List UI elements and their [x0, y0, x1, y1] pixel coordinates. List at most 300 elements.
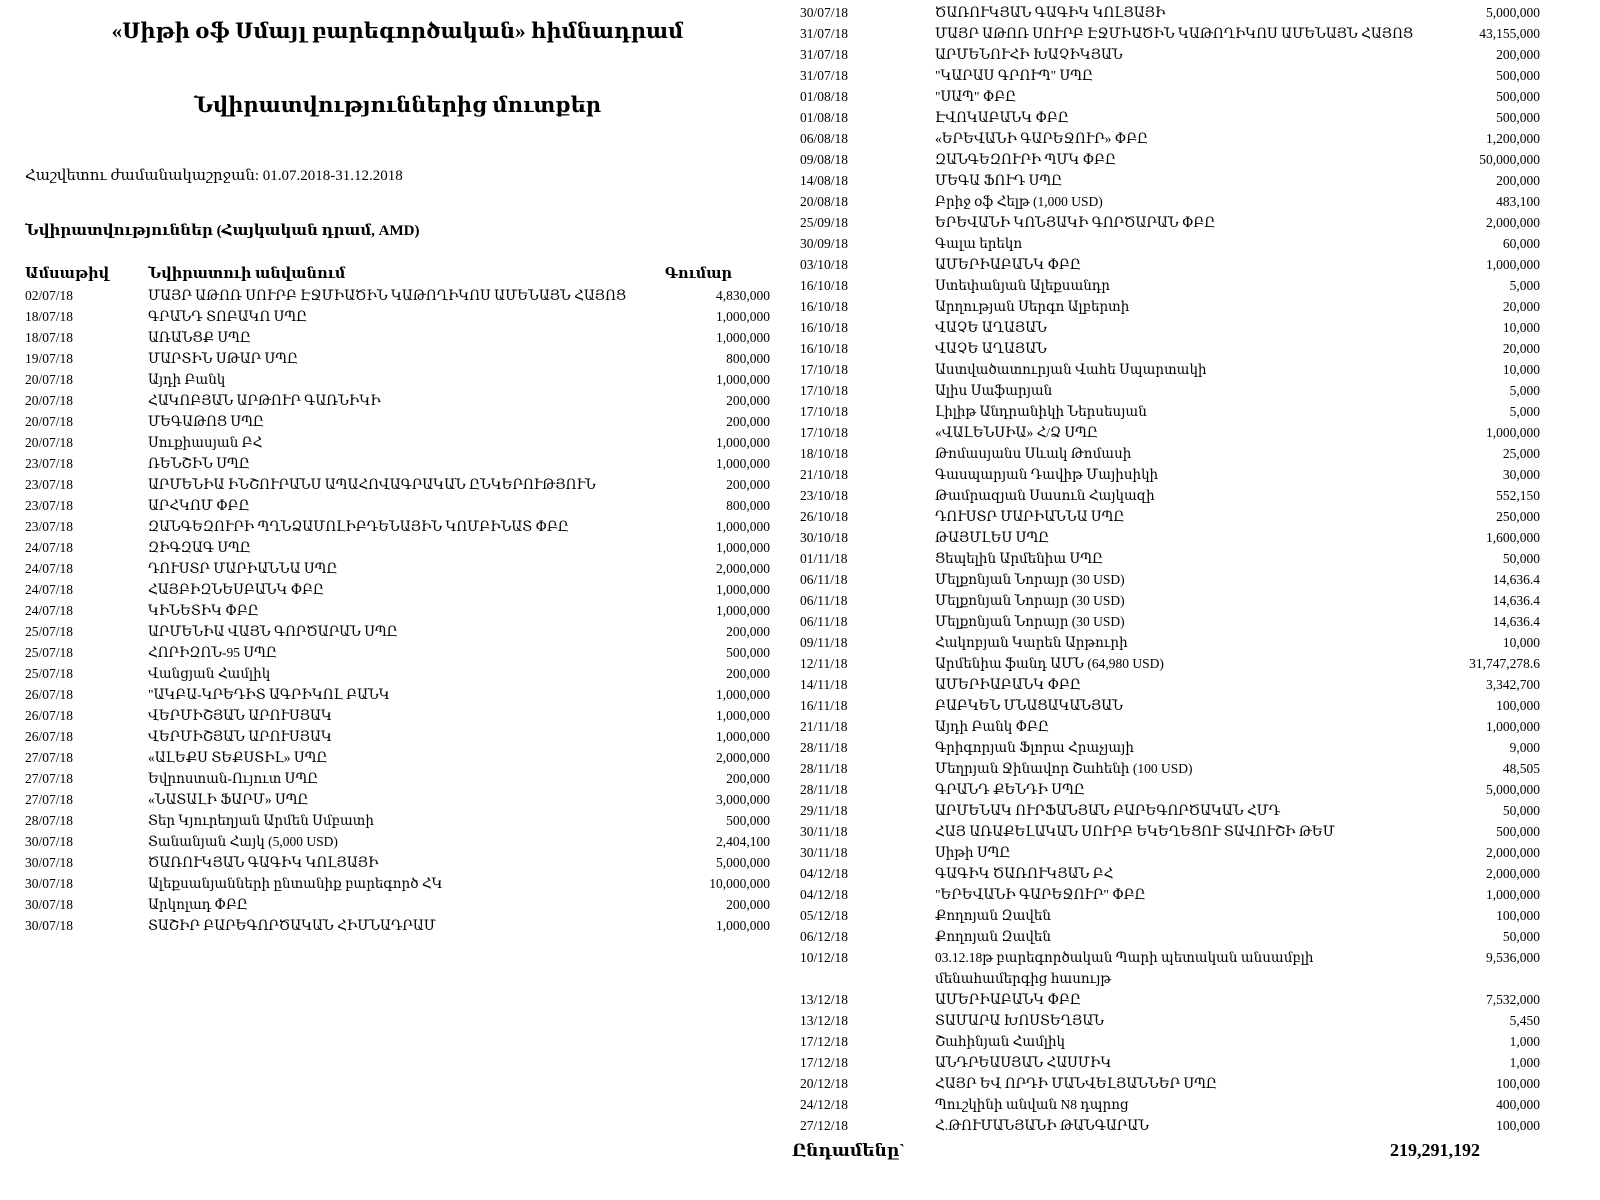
donor-name: Սուքիասյան ԲՀ: [148, 435, 263, 450]
table-row: [25, 684, 770, 705]
table-row: [25, 453, 770, 474]
donor-name: ՀՈՐԻԶՈՆ-95 ՍՊԸ: [148, 645, 277, 660]
donation-date: 30/07/18: [25, 918, 74, 933]
donation-amount: 5,450: [1509, 1013, 1540, 1028]
donation-amount: 5,000,000: [1486, 782, 1540, 797]
donation-date: 25/07/18: [25, 624, 74, 639]
table-row: [25, 642, 770, 663]
table-row: [800, 842, 1540, 863]
donation-amount: 3,342,700: [1486, 677, 1540, 692]
table-row: [25, 369, 770, 390]
donation-date: 17/12/18: [800, 1034, 849, 1049]
donation-amount: 10,000: [1502, 320, 1540, 335]
donation-amount: 1,000,000: [716, 456, 770, 471]
donation-amount: 800,000: [726, 351, 770, 366]
table-row: [800, 65, 1540, 86]
table-row: [800, 485, 1540, 506]
donation-amount: 5,000,000: [716, 855, 770, 870]
donor-name: ԾԱՌՈՒԿՅԱՆ ԳԱԳԻԿ ԿՈԼՅԱՅԻ: [148, 855, 379, 870]
donor-name: Ցեպելին Արմենիա ՍՊԸ: [935, 551, 1104, 566]
donation-date: 24/07/18: [25, 603, 74, 618]
donation-amount: 2,000,000: [716, 750, 770, 765]
donation-amount: 1,000,000: [716, 918, 770, 933]
donation-date: 30/09/18: [800, 236, 849, 251]
donation-amount: 2,000,000: [1486, 866, 1540, 881]
donation-date: 30/10/18: [800, 530, 849, 545]
donation-date: 09/08/18: [800, 152, 849, 167]
donor-name: ՀԱՅՐ ԵՎ ՈՐԴԻ ՄԱՆՎԵԼՅԱՆՆԵՐ ՍՊԸ: [935, 1076, 1217, 1091]
donor-name: "ԱԿԲԱ-ԿՐԵԴԻՏ ԱԳՐԻԿՈԼ ԲԱՆԿ: [148, 687, 390, 702]
donation-amount: 1,000,000: [1486, 425, 1540, 440]
donation-amount: 200,000: [726, 897, 770, 912]
donor-name: "ԿԱՐԱՍ ԳՐՈՒՊ" ՍՊԸ: [935, 68, 1094, 83]
donor-name: ՀԱՅ ԱՌԱՔԵԼԱԿԱՆ ՍՈՒՐԲ ԵԿԵՂԵՑՈՒ ՏԱՎՈՒՇԻ ԹԵՄ: [935, 824, 1335, 839]
donation-date: 23/07/18: [25, 477, 74, 492]
donation-date: 20/08/18: [800, 194, 849, 209]
table-row: [25, 663, 770, 684]
table-row: [800, 422, 1540, 443]
table-row: [800, 863, 1540, 884]
donation-date: 21/10/18: [800, 467, 849, 482]
donation-amount: 14,636.4: [1492, 593, 1540, 608]
table-row: [25, 390, 770, 411]
donor-name: ԱՄԵՐԻԱԲԱՆԿ ՓԲԸ: [935, 677, 1081, 692]
table-row: [800, 170, 1540, 191]
donation-date: 20/07/18: [25, 393, 74, 408]
donor-name: ԶԱՆԳԵԶՈՒՐԻ ՊՄԿ ՓԲԸ: [935, 152, 1117, 167]
donor-name: ՄԱՅՐ ԱԹՈՌ ՍՈՒՐԲ ԷՋՄԻԱԾԻՆ ԿԱԹՈՂԻԿՈՍ ԱՄԵՆԱՅՆ ՀԱՅՈՑ: [935, 26, 1413, 41]
table-row: [800, 548, 1540, 569]
donation-amount: 50,000,000: [1479, 152, 1540, 167]
donor-name: Հակոբյան Կարեն Արթուրի: [935, 635, 1128, 650]
report-right-column: [792, 0, 1540, 1161]
donation-amount: 1,600,000: [1486, 530, 1540, 545]
donation-date: 20/07/18: [25, 414, 74, 429]
table-row: [800, 632, 1540, 653]
donation-amount: 31,747,278.6: [1469, 656, 1540, 671]
table-body-right: [800, 2, 1540, 1136]
donation-date: 30/07/18: [800, 5, 849, 20]
donation-date: 02/07/18: [25, 288, 74, 303]
donation-amount: 100,000: [1496, 1076, 1540, 1091]
table-row: [800, 296, 1540, 317]
donation-date: 14/08/18: [800, 173, 849, 188]
table-row: [800, 191, 1540, 212]
donor-name: Արմենիա ֆանդ ԱՄՆ (64,980 USD): [935, 656, 1164, 671]
donor-name: ՄԱՅՐ ԱԹՈՌ ՍՈՒՐԲ ԷՋՄԻԱԾԻՆ ԿԱԹՈՂԻԿՈՍ ԱՄԵՆԱՅՆ ՀԱՅՈՑ: [148, 288, 626, 303]
donation-amount: 1,000,000: [1486, 257, 1540, 272]
donation-date: 09/11/18: [800, 635, 848, 650]
table-row: [25, 726, 770, 747]
donation-amount: 43,155,000: [1479, 26, 1540, 41]
table-row: [800, 737, 1540, 758]
donation-amount: 5,000: [1509, 404, 1540, 419]
section-heading: Նվիրատվություններ (Հայկական դրամ, AMD): [25, 223, 420, 239]
column-header-amount: Գումար: [664, 266, 732, 282]
donation-amount: 20,000: [1502, 341, 1540, 356]
donation-amount: 5,000: [1509, 278, 1540, 293]
table-row: [800, 1031, 1540, 1052]
table-row: [25, 789, 770, 810]
donor-name: ԾԱՌՈՒԿՅԱՆ ԳԱԳԻԿ ԿՈԼՅԱՅԻ: [935, 5, 1166, 20]
table-row: [25, 348, 770, 369]
donation-amount: 7,532,000: [1486, 992, 1540, 1007]
donor-name: Գասպարյան Դավիթ Մայիսիկի: [935, 467, 1159, 482]
donation-amount: 14,636.4: [1492, 614, 1540, 629]
donation-date: 19/07/18: [25, 351, 74, 366]
donation-amount: 250,000: [1496, 509, 1540, 524]
donation-amount: 552,150: [1496, 488, 1540, 503]
table-row: [25, 579, 770, 600]
donor-name: Մելքոնյան Նորայր (30 USD): [935, 572, 1125, 587]
donation-amount: 500,000: [1496, 824, 1540, 839]
donation-date: 12/11/18: [800, 656, 848, 671]
donor-name: ԶԻԳԶԱԳ ՍՊԸ: [148, 540, 251, 555]
table-row: [800, 149, 1540, 170]
table-row: [800, 2, 1540, 23]
donation-amount: 14,636.4: [1492, 572, 1540, 587]
donation-amount: 800,000: [726, 498, 770, 513]
donation-amount: 200,000: [726, 477, 770, 492]
donation-date: 23/07/18: [25, 519, 74, 534]
donor-name: "ԵՐԵՎԱՆԻ ԳԱՐԵՋՈՒՐ" ՓԲԸ: [935, 887, 1146, 902]
donor-name: ԱՐՄԵՆԻԱ ՎԱՅՆ ԳՈՐԾԱՐԱՆ ՍՊԸ: [148, 624, 398, 639]
donation-amount: 25,000: [1502, 446, 1540, 461]
donation-amount: 9,536,000: [1486, 950, 1540, 965]
page-title: «Սիթի օֆ Սմայլ բարեգործական» հիմնադրամ: [111, 19, 684, 43]
donation-date: 28/11/18: [800, 761, 848, 776]
donation-date: 01/08/18: [800, 110, 849, 125]
table-row: [800, 317, 1540, 338]
table-row: [800, 821, 1540, 842]
donation-date: 21/11/18: [800, 719, 848, 734]
donor-name: ՏԱՇԻՐ ԲԱՐԵԳՈՐԾԱԿԱՆ ՀԻՄՆԱԴՐԱՄ: [148, 918, 436, 933]
donation-amount: 2,000,000: [716, 561, 770, 576]
table-row: [800, 254, 1540, 275]
donor-name: ՄԱՐՏԻՆ ՍԹԱՐ ՍՊԸ: [148, 351, 299, 366]
donation-amount: 50,000: [1502, 803, 1540, 818]
donation-date: 28/11/18: [800, 782, 848, 797]
donation-date: 27/07/18: [25, 750, 74, 765]
donor-name: Ալիս Սաֆարյան: [935, 383, 1053, 398]
donation-date: 16/10/18: [800, 320, 849, 335]
table-row: [25, 474, 770, 495]
donation-amount: 1,000,000: [716, 540, 770, 555]
table-row: [800, 989, 1540, 1010]
table-row: [25, 831, 770, 852]
donor-name: ԳՐԱՆԴ ՏՈԲԱԿՈ ՍՊԸ: [148, 309, 308, 324]
donor-name: «ԱԼԵՔՍ ՏԵՔՍՏԻԼ» ՍՊԸ: [148, 750, 328, 765]
table-row: [25, 705, 770, 726]
table-row: [25, 747, 770, 768]
donor-name: Արկոլադ ՓԲԸ: [148, 897, 248, 912]
donor-name: «ՆԱՏԱԼԻ ՖԱՐՄ» ՍՊԸ: [148, 792, 309, 807]
donation-date: 18/10/18: [800, 446, 849, 461]
donation-amount: 200,000: [726, 414, 770, 429]
table-row: [25, 411, 770, 432]
donation-amount: 48,505: [1502, 761, 1540, 776]
donation-date: 17/10/18: [800, 362, 849, 377]
donation-date: 26/10/18: [800, 509, 849, 524]
donor-name: Թամրազյան Սասուն Հայկազի: [935, 488, 1155, 503]
table-row: [800, 569, 1540, 590]
table-row: [800, 128, 1540, 149]
report-period: Հաշվետու ժամանակաշրջան: 01.07.2018-31.12.2018: [25, 168, 403, 184]
donation-date: 13/12/18: [800, 992, 849, 1007]
donation-date: 24/07/18: [25, 540, 74, 555]
donation-amount: 500,000: [726, 645, 770, 660]
table-row: [800, 884, 1540, 905]
donor-name: ՄԵԳԱԹՈՑ ՍՊԸ: [148, 414, 264, 429]
donor-name: Թոմասյանս Սևակ Թոմասի: [935, 446, 1132, 461]
donor-name: Քողոյան Զավեն: [935, 908, 1051, 923]
donor-name: "ՍԱՊ" ՓԲԸ: [935, 89, 1017, 104]
donation-date: 01/08/18: [800, 89, 849, 104]
donor-name: ԿԻՆԵՏԻԿ ՓԲԸ: [148, 603, 259, 618]
donation-date: 30/07/18: [25, 855, 74, 870]
donation-date: 24/07/18: [25, 561, 74, 576]
donation-amount: 200,000: [1496, 47, 1540, 62]
donation-date: 30/07/18: [25, 834, 74, 849]
table-row: [800, 233, 1540, 254]
donation-date: 30/11/18: [800, 845, 848, 860]
column-header-donor-name: Նվիրատուի անվանում: [148, 266, 346, 282]
table-row: [800, 947, 1540, 989]
donor-name: Աստվածատուրյան Վահե Սպարտակի: [935, 362, 1207, 377]
donor-name: Քողոյան Զավեն: [935, 929, 1051, 944]
donation-date: 16/10/18: [800, 341, 849, 356]
donation-amount: 1,000,000: [716, 582, 770, 597]
donor-name: Եվրոստան-Ույուտ ՍՊԸ: [148, 771, 319, 786]
donor-name: Գալա երեկո: [935, 236, 1023, 251]
donor-name: «ԵՐԵՎԱՆԻ ԳԱՐԵՋՈՒՐ» ՓԲԸ: [935, 131, 1149, 146]
donor-name: ՎԵՐՄԻՇՅԱՆ ԱՐՈՒՍՅԱԿ: [148, 729, 332, 744]
donation-amount: 1,000,000: [716, 603, 770, 618]
donor-name: Սիթի ՍՊԸ: [935, 845, 1011, 860]
donations-table-page1: [25, 264, 770, 936]
donation-date: 20/07/18: [25, 372, 74, 387]
donation-amount: 2,000,000: [1486, 845, 1540, 860]
donation-date: 28/07/18: [25, 813, 74, 828]
donor-name: ԱՐՄԵՆԻԱ ԻՆՇՈՒՐԱՆՍ ԱՊԱՀՈՎԱԳՐԱԿԱՆ ԸՆԿԵՐՈՒԹՅՈՒՆ: [148, 477, 596, 492]
donation-date: 26/07/18: [25, 729, 74, 744]
donation-date: 06/08/18: [800, 131, 849, 146]
donation-date: 10/12/18: [800, 950, 849, 965]
donor-name: Տանանյան Հայկ (5,000 USD): [148, 834, 338, 849]
donation-date: 20/07/18: [25, 435, 74, 450]
donation-date: 31/07/18: [800, 26, 849, 41]
donation-amount: 1,000,000: [716, 729, 770, 744]
donor-name: ՎԱՉԵ ԱՂԱՅԱՆ: [935, 341, 1047, 356]
donation-date: 17/12/18: [800, 1055, 849, 1070]
table-row: [800, 1010, 1540, 1031]
donation-date: 06/11/18: [800, 614, 848, 629]
donor-name: ԴՈՒՍՏՐ ՄԱՐԻԱՆՆԱ ՍՊԸ: [935, 509, 1125, 524]
table-row: [800, 611, 1540, 632]
donation-date: 23/07/18: [25, 498, 74, 513]
donation-date: 28/11/18: [800, 740, 848, 755]
donation-amount: 1,000,000: [716, 708, 770, 723]
table-row: [800, 674, 1540, 695]
table-body-left: [25, 285, 770, 936]
donation-amount: 1,000: [1509, 1055, 1540, 1070]
table-row: [800, 779, 1540, 800]
donation-amount: 1,000,000: [716, 372, 770, 387]
donation-amount: 60,000: [1502, 236, 1540, 251]
donation-amount: 9,000: [1509, 740, 1540, 755]
table-row: [800, 905, 1540, 926]
donor-name: ԳԱԳԻԿ ԾԱՌՈՒԿՅԱՆ ԲՀ: [935, 866, 1114, 881]
table-row: [800, 926, 1540, 947]
table-row: [800, 1094, 1540, 1115]
donation-date: 17/10/18: [800, 404, 849, 419]
donation-amount: 50,000: [1502, 929, 1540, 944]
donations-table-page2: [792, 2, 1540, 1161]
donation-amount: 500,000: [1496, 68, 1540, 83]
donation-date: 24/07/18: [25, 582, 74, 597]
donation-amount: 1,000: [1509, 1034, 1540, 1049]
donor-name: Բրիջ օֆ Հելթ (1,000 USD): [935, 194, 1103, 209]
table-row: [800, 1115, 1540, 1136]
table-row: [25, 516, 770, 537]
page-subtitle: Նվիրատվություններից մուտքեր: [193, 93, 602, 117]
total-label: Ընդամենը`: [792, 1141, 905, 1160]
donation-date: 05/12/18: [800, 908, 849, 923]
table-row: [800, 527, 1540, 548]
donor-name: Վանցյան Համլիկ: [148, 666, 271, 681]
donation-date: 27/07/18: [25, 771, 74, 786]
donation-date: 25/07/18: [25, 645, 74, 660]
table-row: [800, 506, 1540, 527]
table-header-row: [25, 264, 770, 285]
donor-name: Պուշկինի անվան N8 դպրոց: [935, 1097, 1129, 1112]
donor-name: 03.12.18թ բարեգործական Պարի պետական անսամբլի մենահամերգից հասույթ: [935, 950, 1314, 986]
total-amount: 219,291,192: [1390, 1140, 1480, 1160]
donor-name: Շահինյան Համլիկ: [935, 1034, 1066, 1049]
table-row: [800, 590, 1540, 611]
table-row: [800, 107, 1540, 128]
donor-name: ՎԱՉԵ ԱՂԱՅԱՆ: [935, 320, 1047, 335]
donation-amount: 1,000,000: [716, 519, 770, 534]
donation-amount: 500,000: [1496, 89, 1540, 104]
donation-amount: 500,000: [1496, 110, 1540, 125]
donation-date: 17/10/18: [800, 425, 849, 440]
donation-date: 29/11/18: [800, 803, 848, 818]
donation-amount: 200,000: [726, 393, 770, 408]
donor-name: ԴՈՒՍՏՐ ՄԱՐԻԱՆՆԱ ՍՊԸ: [148, 561, 338, 576]
donation-date: 16/10/18: [800, 278, 849, 293]
donor-name: Ալեքսանյանների ընտանիք բարեգործ ՀԿ: [148, 876, 443, 891]
table-row: [800, 86, 1540, 107]
table-row: [25, 915, 770, 936]
donation-amount: 100,000: [1496, 908, 1540, 923]
donation-date: 27/12/18: [800, 1118, 849, 1133]
donation-amount: 200,000: [726, 624, 770, 639]
table-row: [25, 621, 770, 642]
donor-name: ՄԵԳԱ ՖՈՒԴ ՍՊԸ: [935, 173, 1063, 188]
donation-date: 30/07/18: [25, 897, 74, 912]
donation-date: 30/07/18: [25, 876, 74, 891]
donation-date: 18/07/18: [25, 330, 74, 345]
donor-name: ԲԱԲԿԵՆ ՄՆԱՑԱԿԱՆՅԱՆ: [935, 698, 1123, 713]
donation-amount: 5,000: [1509, 383, 1540, 398]
table-row: [800, 1052, 1540, 1073]
donation-amount: 1,200,000: [1486, 131, 1540, 146]
donor-name: ԱՄԵՐԻԱԲԱՆԿ ՓԲԸ: [935, 257, 1081, 272]
table-row: [800, 23, 1540, 44]
donor-name: ԱՌԱՆՑՔ ՍՊԸ: [148, 330, 251, 345]
report-left-column: [25, 0, 770, 936]
donation-amount: 200,000: [726, 771, 770, 786]
donor-name: ՀԱԿՈԲՅԱՆ ԱՐԹՈՒՐ ԳԱՌՆԻԿԻ: [148, 393, 381, 408]
donation-amount: 10,000: [1502, 362, 1540, 377]
donation-date: 30/11/18: [800, 824, 848, 839]
donor-name: ԵՐԵՎԱՆԻ ԿՈՆՅԱԿԻ ԳՈՐԾԱՐԱՆ ՓԲԸ: [935, 215, 1216, 230]
donation-amount: 483,100: [1496, 194, 1540, 209]
donor-name: ԳՐԱՆԴ ՔԵՆԴԻ ՍՊԸ: [935, 782, 1085, 797]
table-row: [800, 653, 1540, 674]
table-row: [25, 285, 770, 306]
donation-date: 04/12/18: [800, 887, 849, 902]
donor-name: Հ.ԹՈՒՄԱՆՅԱՆԻ ԹԱՆԳԱՐԱՆ: [935, 1118, 1149, 1133]
donation-date: 16/11/18: [800, 698, 848, 713]
table-row: [800, 338, 1540, 359]
table-row: [25, 432, 770, 453]
table-row: [25, 894, 770, 915]
column-header-date: Ամսաթիվ: [25, 266, 110, 282]
donation-amount: 1,000,000: [716, 309, 770, 324]
table-row: [800, 695, 1540, 716]
donation-amount: 4,830,000: [716, 288, 770, 303]
donor-name: Գրիգորյան Ֆլորա Հրաչյայի: [935, 740, 1134, 755]
donation-date: 06/11/18: [800, 593, 848, 608]
donation-date: 26/07/18: [25, 708, 74, 723]
donation-date: 24/12/18: [800, 1097, 849, 1112]
donation-date: 25/07/18: [25, 666, 74, 681]
donor-name: ԹԱՅՄԼԵՍ ՍՊԸ: [935, 530, 1050, 545]
donation-amount: 100,000: [1496, 1118, 1540, 1133]
table-row: [25, 306, 770, 327]
table-row: [25, 768, 770, 789]
table-row: [25, 327, 770, 348]
table-row: [800, 716, 1540, 737]
donation-amount: 1,000,000: [716, 330, 770, 345]
donation-date: 06/11/18: [800, 572, 848, 587]
table-row: [800, 380, 1540, 401]
donation-date: 23/07/18: [25, 456, 74, 471]
donation-amount: 50,000: [1502, 551, 1540, 566]
donor-name: ԱՐՄԵՆՈՒՀԻ ԽԱՉԻԿՅԱՆ: [935, 47, 1123, 62]
table-row: [25, 810, 770, 831]
donation-date: 16/10/18: [800, 299, 849, 314]
donation-date: 20/12/18: [800, 1076, 849, 1091]
donor-name: ԷՎՈԿԱԲԱՆԿ ՓԲԸ: [935, 110, 1069, 125]
table-row: [800, 443, 1540, 464]
donation-amount: 1,000,000: [716, 687, 770, 702]
donation-amount: 20,000: [1502, 299, 1540, 314]
donation-date: 04/12/18: [800, 866, 849, 881]
table-row: [800, 464, 1540, 485]
donation-date: 03/10/18: [800, 257, 849, 272]
donation-amount: 1,000,000: [716, 435, 770, 450]
donation-amount: 10,000: [1502, 635, 1540, 650]
donation-date: 31/07/18: [800, 47, 849, 62]
donation-date: 13/12/18: [800, 1013, 849, 1028]
donor-name: Այդի Բանկ: [148, 372, 226, 387]
donor-name: Արղության Սերգո Ալբերտի: [935, 299, 1130, 314]
table-row: [800, 359, 1540, 380]
donor-name: ԶԱՆԳԵԶՈՒՐԻ ՊՂՆՁԱՄՈԼԻԲԴԵՆԱՅԻՆ ԿՈՄԲԻՆԱՏ ՓԲԸ: [148, 519, 569, 534]
